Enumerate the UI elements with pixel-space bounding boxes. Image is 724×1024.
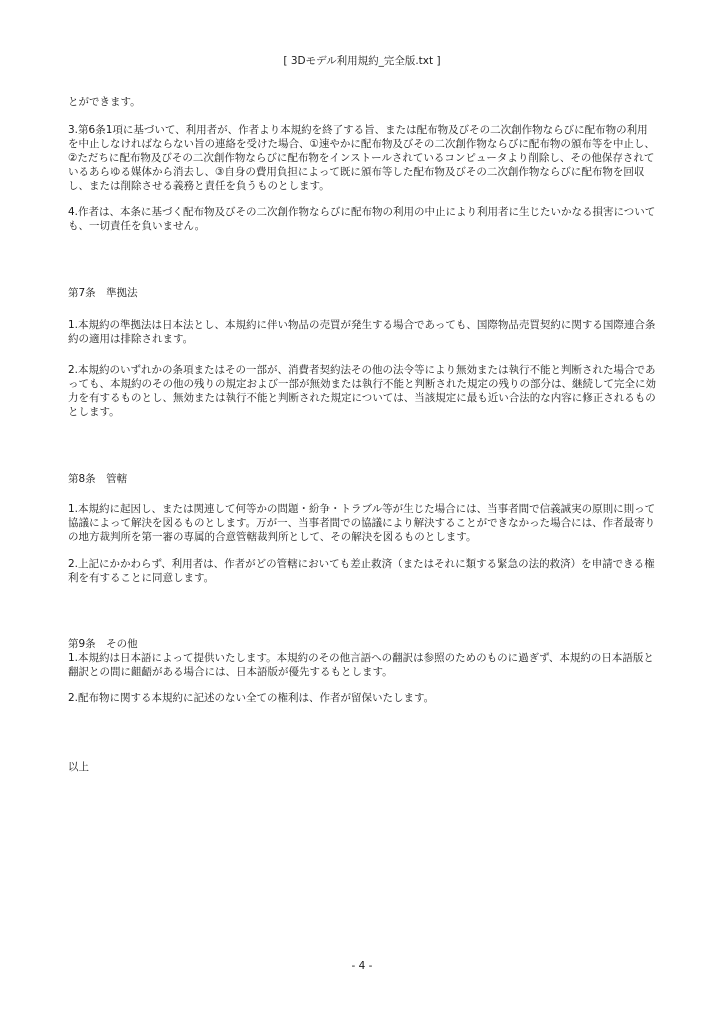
document-body <box>68 95 658 774</box>
paragraph-continuation: とができます。 <box>68 96 141 108</box>
article7-heading: 第7条 準拠法 <box>68 287 138 299</box>
paragraph-article6-item3: 3.第6条1項に基づいて、利用者が、作者より本規約を終了する旨、または配布物及びその二次創作物ならびに配布物の利用を中止しなければならない旨の連絡を受けた場合、①速やかに配布物及びその二次創作物ならびに配布物の頒布等を中止し、②ただちに配布物及びその二次創作物ならびに配布物をインストールされているコンピュータより削除し、その他保存されているあらゆる媒体から消去し、③自身の費用負担によって既に頒布等した配布物及びその二次創作物ならびに配布物を回収し、または削除させる義務と責任を負うものとします。 <box>68 124 655 192</box>
paragraph-article8-item1: 1.本規約に起因し、または関連して何等かの問題・紛争・トラブル等が生じた場合には、当事者間で信義誠実の原則に則って協議によって解決を図るものとします。万が一、当事者間での協議により解決することができなかった場合には、作者最寄りの地方裁判所を第一審の専属的合意管轄裁判所として、その解決を図るものとします。 <box>68 503 656 543</box>
article9-heading: 第9条 その他 <box>68 638 138 650</box>
document-header: [ 3Dモデル利用規約_完全版.txt ] <box>283 55 441 67</box>
paragraph-article6-item4: 4.作者は、本条に基づく配布物及びその二次創作物ならびに配布物の利用の中止により利用者に生じたいかなる損害についても、一切責任を負いません。 <box>68 206 656 232</box>
page-number: - 4 - <box>351 960 373 972</box>
paragraph-article9-item1: 1.本規約は日本語によって提供いたします。本規約のその他言語への翻訳は参照のためのものに過ぎず、本規約の日本語版と翻訳との間に齟齬がある場合には、日本語版が優先するもとします。 <box>68 652 654 678</box>
paragraph-article9-item2: 2.配布物に関する本規約に記述のない全ての権利は、作者が留保いたします。 <box>68 692 435 704</box>
paragraph-article7-item1: 1.本規約の準拠法は日本法とし、本規約に伴い物品の売買が発生する場合であっても、国際物品売買契約に関する国際連合条約の適用は排除されます。 <box>68 319 656 345</box>
paragraph-article7-item2: 2.本規約のいずれかの条項またはその一部が、消費者契約法その他の法令等により無効または執行不能と判断された場合であっても、本規約のその他の残りの規定および一部が無効または執行不能と判断された規定の残りの部分は、継続して完全に効力を有するものとし、無効または執行不能と判断された規定については、当該規定に最も近い合法的な内容に修正されるものとします。 <box>68 364 656 418</box>
closing-text: 以上 <box>68 761 89 773</box>
article8-heading: 第8条 管轄 <box>68 473 128 485</box>
paragraph-article8-item2: 2.上記にかかわらず、利用者は、作者がどの管轄においても差止救済（またはそれに類する緊急の法的救済）を申請できる権利を有することに同意します。 <box>68 558 655 584</box>
